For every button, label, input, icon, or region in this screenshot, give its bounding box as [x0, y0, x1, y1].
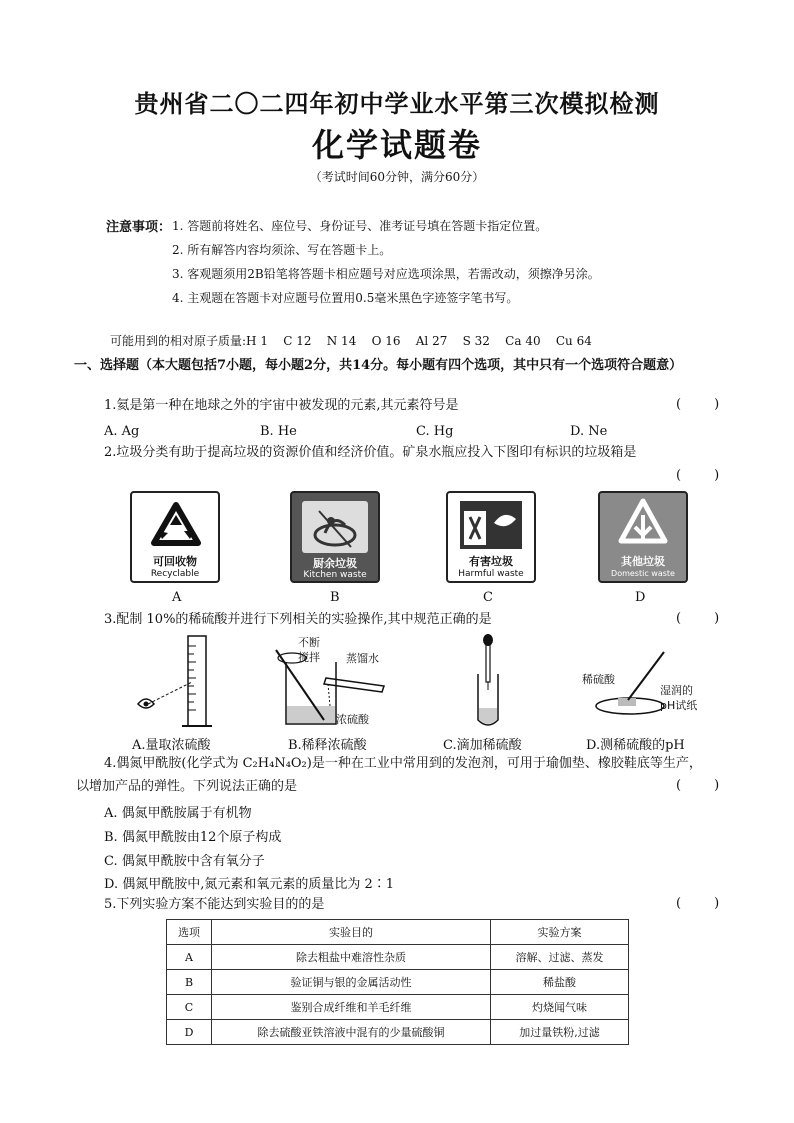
note-item: 2. 所有解答内容均须涂、写在答题卡上。	[172, 243, 392, 257]
table-cell: C	[167, 995, 212, 1020]
table-header-row	[167, 920, 629, 945]
note-item: 4. 主观题在答题卡对应题号位置用0.5毫米黑色字迹签字笔书写。	[172, 291, 519, 305]
q1-answer-paren[interactable]: ( )	[676, 397, 720, 412]
bin-label-cn: 有害垃圾	[469, 555, 513, 568]
dropper-test-tube-diagram	[460, 632, 520, 732]
notes-label: 注意事项：	[106, 220, 172, 235]
exam-time-note: （考试时间60分钟，满分60分）	[309, 170, 485, 184]
table-row	[167, 970, 629, 995]
q1-option-c: C. Hg	[416, 424, 454, 439]
stir-label: 搅拌	[298, 651, 320, 664]
q2-stem: 2.垃圾分类有助于提高垃圾的资源价值和经济价值。矿泉水瓶应投入下图印有标识的垃圾箱是	[104, 445, 637, 460]
q3-stem: 3.配制 10%的稀硫酸并进行下列相关的实验操作,其中规范正确的是	[104, 612, 492, 627]
recyclable-bin	[130, 491, 220, 583]
table-header: 实验目的	[212, 920, 491, 945]
q1-stem: 1.氦是第一种在地球之外的宇宙中被发现的元素,其元素符号是	[104, 398, 459, 413]
q1-option-a: A. Ag	[104, 424, 140, 439]
ph-paper-label: 湿润的	[660, 684, 693, 697]
q4-answer-paren[interactable]: ( )	[676, 778, 720, 793]
q5-stem: 5.下列实验方案不能达到实验目的的是	[104, 897, 325, 912]
concentrated-acid-label: 浓硫酸	[336, 713, 369, 726]
table-cell: 加过量铁粉,过滤	[491, 1020, 629, 1045]
recycle-icon	[146, 499, 206, 549]
bin-label-cn: 厨余垃圾	[313, 557, 357, 570]
q5-table	[166, 919, 629, 1045]
table-cell: D	[167, 1020, 212, 1045]
q1-option-b: B. He	[260, 424, 297, 439]
table-header: 实验方案	[491, 920, 629, 945]
bin-label-en: Recyclable	[150, 569, 200, 579]
table-cell: 稀盐酸	[491, 970, 629, 995]
bin-letter: D	[635, 590, 646, 605]
q1-option-d: D. Ne	[570, 424, 608, 439]
q4-stem-continued: 以增加产品的弹性。下列说法正确的是	[76, 779, 298, 794]
food-waste-icon	[305, 503, 365, 551]
bin-letter: B	[330, 590, 340, 605]
bin-label-cn: 可回收物	[153, 555, 197, 568]
table-cell: 验证铜与银的金属活动性	[212, 970, 491, 995]
q3-caption-d: D.测稀硫酸的pH	[586, 738, 685, 753]
table-cell: 灼烧闻气味	[491, 995, 629, 1020]
table-cell: 除去粗盐中难溶性杂质	[212, 945, 491, 970]
kitchen-waste-bin	[290, 491, 380, 583]
q2-answer-paren[interactable]: ( )	[676, 468, 720, 483]
hazard-icon	[460, 501, 522, 549]
other-waste-icon	[615, 497, 671, 551]
bin-label-en: Domestic waste	[611, 569, 675, 578]
table-cell: 除去硫酸亚铁溶液中混有的少量硫酸铜	[212, 1020, 491, 1045]
q4-stem: 4.偶氮甲酰胺(化学式为 C₂H₄N₄O₂)是一种在工业中常用到的发泡剂，可用于瑜伽垫、橡胶鞋底等生产，	[104, 756, 702, 771]
exam-title: 贵州省二〇二四年初中学业水平第三次模拟检测	[134, 90, 660, 118]
table-row	[167, 1020, 629, 1045]
q3-caption-c: C.滴加稀硫酸	[443, 738, 522, 753]
q4-option-b: B. 偶氮甲酰胺由12个原子构成	[104, 830, 282, 845]
bin-label-cn: 其他垃圾	[621, 555, 665, 568]
table-row	[167, 995, 629, 1020]
bin-letter: C	[483, 590, 493, 605]
bin-label-en: Kitchen waste	[303, 570, 367, 580]
table-cell: B	[167, 970, 212, 995]
ph-paper-label: pH试纸	[660, 699, 698, 712]
table-row	[167, 945, 629, 970]
q3-caption-b: B.稀释浓硫酸	[288, 738, 367, 753]
section-title: 一、选择题（本大题包括7小题，每小题2分，共14分。每小题有四个选项，其中只有一个选项符合题意）	[74, 358, 683, 373]
table-cell: 溶解、过滤、蒸发	[491, 945, 629, 970]
harmful-waste-bin	[446, 491, 536, 583]
beaker-dilution-diagram	[266, 632, 396, 732]
note-item: 1. 答题前将姓名、座位号、身份证号、准考证号填在答题卡指定位置。	[172, 219, 548, 233]
dilute-acid-label: 稀硫酸	[582, 673, 615, 686]
q4-option-d: D. 偶氮甲酰胺中,氮元素和氧元素的质量比为 2∶1	[104, 877, 395, 892]
other-waste-bin	[598, 491, 688, 583]
q3-answer-paren[interactable]: ( )	[676, 611, 720, 626]
table-cell: A	[167, 945, 212, 970]
bin-label-en: Harmful waste	[458, 569, 524, 579]
bin-letter: A	[172, 590, 182, 605]
distilled-water-label: 蒸馏水	[346, 652, 379, 665]
q4-option-a: A. 偶氮甲酰胺属于有机物	[104, 806, 252, 821]
stir-label: 不断	[298, 636, 320, 649]
q3-caption-a: A.量取浓硫酸	[132, 738, 211, 753]
q4-option-c: C. 偶氮甲酰胺中含有氧分子	[104, 854, 265, 869]
note-item: 3. 客观题须用2B铅笔将答题卡相应题号对应选项涂黑，若需改动，须擦净另涂。	[172, 267, 600, 281]
graduated-cylinder-diagram	[132, 632, 232, 732]
exam-subject-title: 化学试题卷	[311, 126, 482, 164]
table-header: 选项	[167, 920, 212, 945]
q5-answer-paren[interactable]: ( )	[676, 896, 720, 911]
atomic-masses: 可能用到的相对原子质量:H 1 C 12 N 14 O 16 Al 27 S 32 Ca 40 Cu 64	[110, 334, 592, 348]
table-cell: 鉴别合成纤维和羊毛纤维	[212, 995, 491, 1020]
